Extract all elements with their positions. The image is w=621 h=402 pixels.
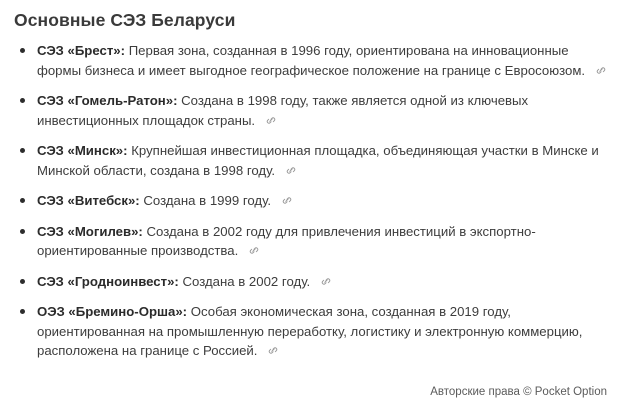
bullet-dot-icon <box>20 198 25 203</box>
link-anchor-icon[interactable] <box>267 345 279 356</box>
bullet-dot-icon <box>20 98 25 103</box>
link-anchor-icon[interactable] <box>281 195 293 206</box>
list-item-description: Создана в 2002 году для привлечения инвестиций в экспортно-ориентированные производства. <box>37 223 536 258</box>
list-item <box>14 272 607 292</box>
list-item <box>14 141 607 180</box>
list-item <box>14 191 607 211</box>
page-title: Основные СЭЗ Беларуси <box>14 10 236 30</box>
bullet-dot-icon <box>20 229 25 234</box>
list-item <box>14 91 607 130</box>
list-item <box>14 302 607 361</box>
list-item-name: ОЭЗ «Бремино-Орша»: <box>37 304 188 319</box>
list-item-name: СЭЗ «Гродноинвест»: <box>37 273 179 289</box>
bullet-dot-icon <box>20 279 25 284</box>
sez-list <box>14 41 607 361</box>
list-item-description: Особая экономическая зона, созданная в 2019 году, ориентированная на промышленную переработку, логистику и электронную коммерцию, расположена на границе с Россией. <box>37 304 583 358</box>
list-item-description: Первая зона, созданная в 1996 году, ориентирована на инновационные формы бизнеса и имеет выгодное географическое положение на границе с Евросоюзом. <box>37 43 586 78</box>
bullet-dot-icon <box>20 48 25 53</box>
link-anchor-icon[interactable] <box>265 115 277 126</box>
list-item-description: Крупнейшая инвестиционная площадка, объединяющая участки в Минске и Минской области, создана в 1998 году. <box>37 143 599 178</box>
link-anchor-icon[interactable] <box>320 276 332 287</box>
list-item-description: Создана в 1998 году, также является одной из ключевых инвестиционных площадок страны. <box>37 93 529 128</box>
list-item-name: СЭЗ «Минск»: <box>37 143 128 158</box>
list-item-name: СЭЗ «Гомель-Ратон»: <box>37 93 178 108</box>
list-item-name: СЭЗ «Брест»: <box>37 43 126 58</box>
link-anchor-icon[interactable] <box>595 65 607 76</box>
list-item-name: СЭЗ «Могилев»: <box>37 223 143 239</box>
link-anchor-icon[interactable] <box>248 245 260 256</box>
link-anchor-icon[interactable] <box>285 165 297 176</box>
list-item <box>14 41 607 80</box>
list-item-description: Создана в 2002 году. <box>182 273 311 289</box>
bullet-dot-icon <box>20 148 25 153</box>
list-item-name: СЭЗ «Витебск»: <box>37 193 140 208</box>
list-item <box>14 222 607 261</box>
footer-copyright: Авторские права © Pocket Option <box>430 386 607 398</box>
list-item-description: Создана в 1999 году. <box>143 193 272 208</box>
bullet-dot-icon <box>20 309 25 314</box>
